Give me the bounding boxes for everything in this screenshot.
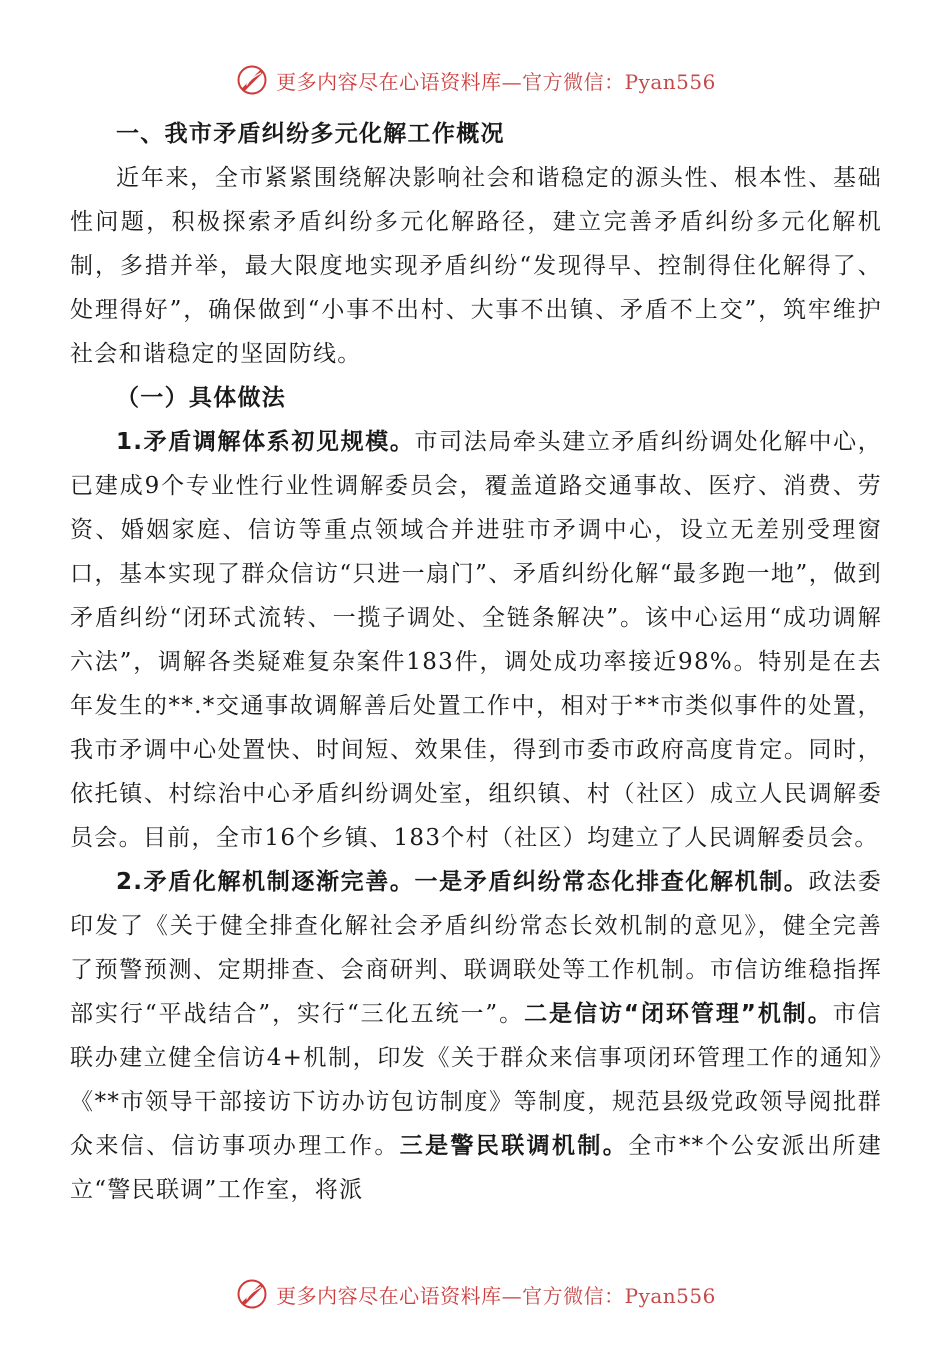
section-title: 一、我市矛盾纠纷多元化解工作概况	[116, 121, 505, 147]
item2-sub3-body: 全市**个公安派出所建立“警民联调”工作室，将派	[70, 1133, 882, 1203]
item2-sub1-body: 政法委印发了《关于健全排查化解社会矛盾纠纷常态长效机制的意见》，健全完善了预警预测、定期排查、会商研判、联调联处等工作机制。市信访维稳指挥部实行“平战结合”，实行“三化五统一”。	[70, 869, 882, 1027]
pen-logo-icon	[234, 62, 270, 98]
watermark-text	[276, 66, 716, 95]
intro-paragraph: 近年来，全市紧紧围绕解决影响社会和谐稳定的源头性、根本性、基础性问题，积极探索矛盾纠纷多元化解路径，建立完善矛盾纠纷多元化解机制，多措并举，最大限度地实现矛盾纠纷“发现得早、控制得住化解得了、处理得好”，确保做到“小事不出村、大事不出镇、矛盾不上交”，筑牢维护社会和谐稳定的坚固防线。	[70, 165, 882, 367]
item2-sub2-heading: 二是信访“闭环管理”机制。	[524, 1001, 833, 1027]
subsection-title: （一）具体做法	[116, 385, 287, 411]
item2-sub2-body: 市信联办建立健全信访4+机制，印发《关于群众来信事项闭环管理工作的通知》《**市领导干部接访下访办访包访制度》等制度，规范县级党政领导阅批群众来信、信访事项办理工作。	[70, 1001, 882, 1159]
item2-heading: 2.矛盾化解机制逐渐完善。	[116, 869, 415, 895]
item1-heading: 1.矛盾调解体系初见规模。	[116, 429, 415, 455]
item1-body: 市司法局牵头建立矛盾纠纷调处化解中心，已建成9个专业性行业性调解委员会，覆盖道路交通事故、医疗、消费、劳资、婚姻家庭、信访等重点领域合并进驻市矛调中心，设立无差别受理窗口，基本实现了群众信访“只进一扇门”、矛盾纠纷化解“最多跑一地”，做到矛盾纠纷“闭环式流转、一揽子调处、全链条解决”。该中心运用“成功调解六法”，调解各类疑难复杂案件183件，调处成功率接近98%。特别是在去年发生的**.*交通事故调解善后处置工作中，相对于**市类似事件的处置，我市矛调中心处置快、时间短、效果佳，得到市委市政府高度肯定。同时，依托镇、村综治中心矛盾纠纷调处室，组织镇、村（社区）成立人民调解委员会。目前，全市16个乡镇、183个村（社区）均建立了人民调解委员会。	[70, 429, 883, 851]
watermark-wechat: 官方微信：Pyan556	[522, 69, 716, 94]
watermark-separator: —	[501, 69, 523, 94]
pen-logo-icon	[234, 1276, 270, 1312]
watermark-main-bottom: 更多内容尽在心语资料库	[276, 1283, 502, 1308]
watermark-separator-bottom: —	[501, 1283, 523, 1308]
watermark-text-bottom	[276, 1280, 716, 1309]
watermark-banner-top	[0, 58, 950, 102]
document-body	[70, 112, 882, 1212]
item2-sub3-heading: 三是警民联调机制。	[399, 1133, 629, 1159]
item2-sub1-heading: 一是矛盾纠纷常态化排查化解机制。	[414, 869, 809, 895]
watermark-wechat-bottom: 官方微信：Pyan556	[522, 1283, 716, 1308]
item1-paragraph	[70, 420, 882, 860]
watermark-banner-bottom	[0, 1272, 950, 1316]
watermark-main: 更多内容尽在心语资料库	[276, 69, 502, 94]
item2-paragraph	[70, 860, 882, 1212]
